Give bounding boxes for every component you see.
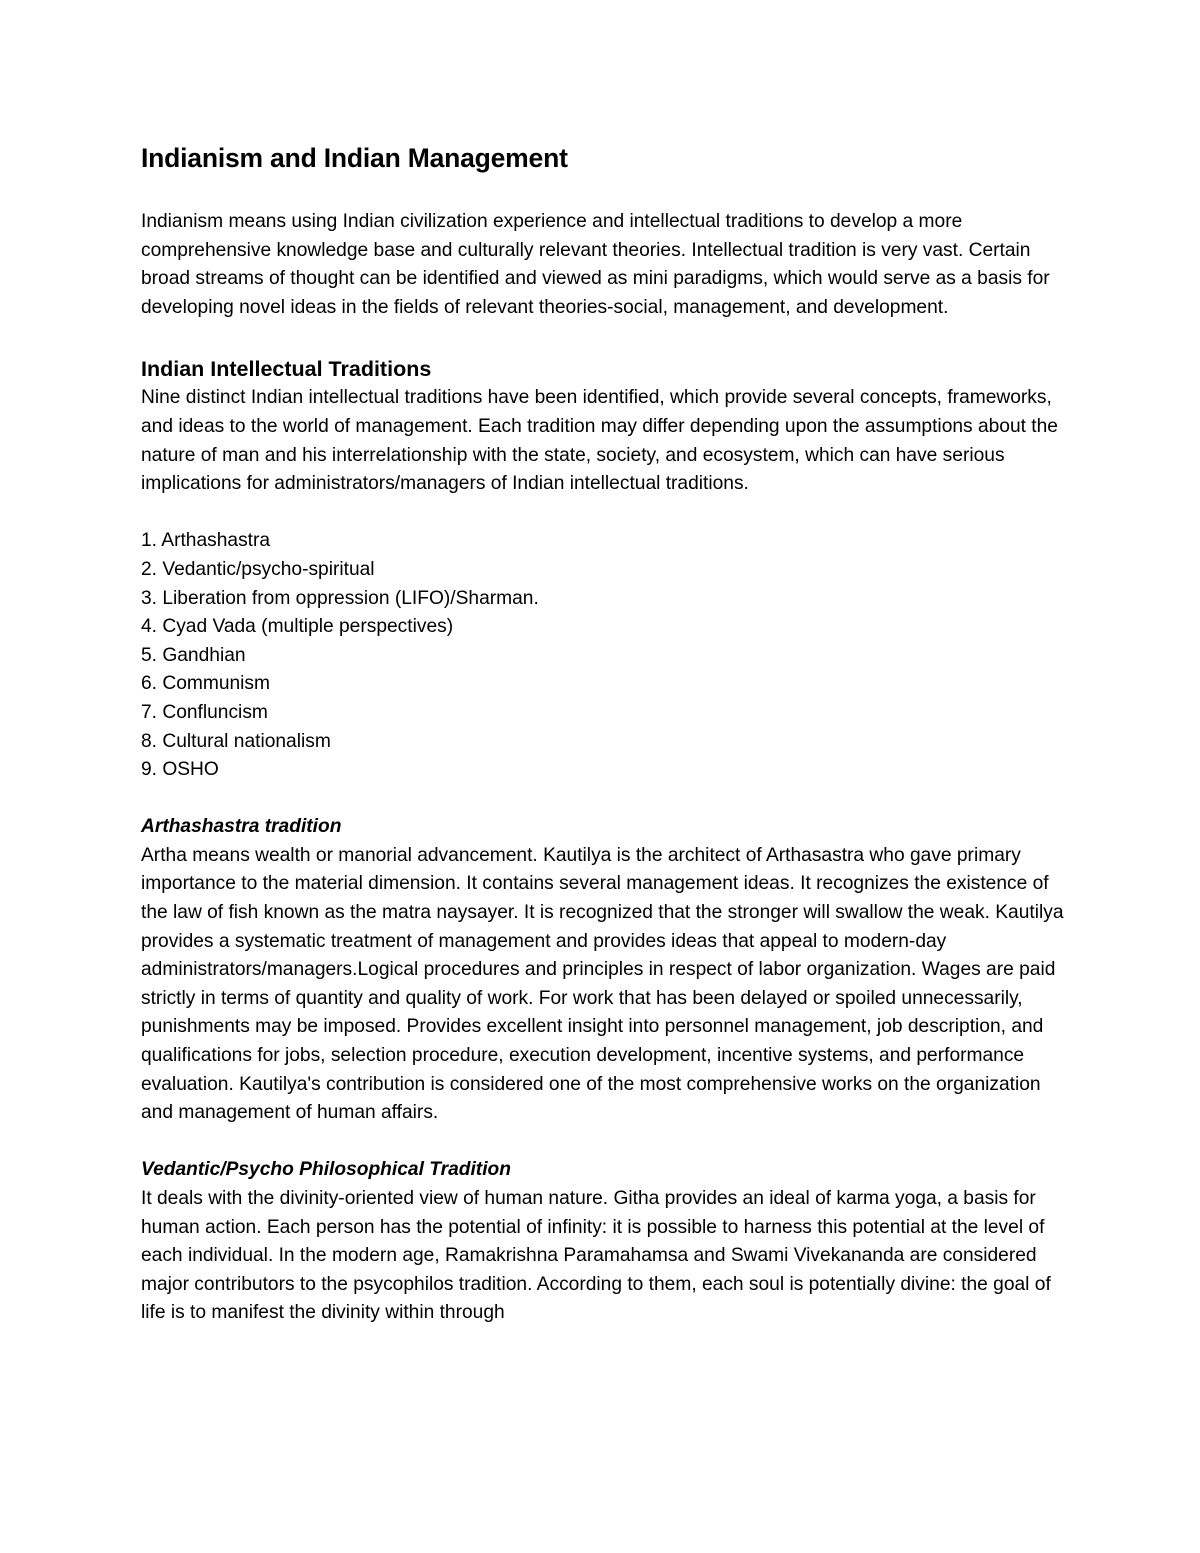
traditions-paragraph: Nine distinct Indian intellectual traditions have been identified, which provide several concepts, frameworks, and ideas to the world of management. Each tradition may differ depending upon the assumptions about the nature of man and his interrelationship with the state, society, and ecosystem, which can have serious implications for administrators/managers of Indian intellectual traditions. (141, 387, 1058, 495)
traditions-list (141, 527, 1071, 784)
intro-paragraph: Indianism means using Indian civilization experience and intellectual traditions to develop a more comprehensive knowledge base and culturally relevant theories. Intellectual tradition is very vast. Certain broad streams of thought can be identified and viewed as mini paradigms, which would serve as a basis for developing novel ideas in the fields of relevant theories-social, management, and development. (141, 211, 1050, 318)
list-item: 4. Cyad Vada (multiple perspectives) (141, 616, 454, 638)
vedantic-heading: Vedantic/Psycho Philosophical Tradition (141, 1159, 511, 1181)
list-item: 8. Cultural nationalism (141, 730, 331, 752)
list-item: 9. OSHO (141, 759, 219, 781)
list-item: 6. Communism (141, 673, 271, 695)
spacer (141, 785, 1071, 814)
document-title: Indianism and Indian Management (141, 143, 568, 173)
spacer (141, 1128, 1071, 1157)
vedantic-paragraph: It deals with the divinity-oriented view of human nature. Githa provides an ideal of karma yoga, a basis for human action. Each person has the potential of infinity: it is possible to harness this potential at the level of each individual. In the modern age, Ramakrishna Paramahamsa and Swami Vivekananda are considered major contributors to the psycophilos tradition. According to them, each soul is potentially divine: the goal of life is to manifest the divinity within through (141, 1188, 1051, 1324)
arthashastra-paragraph: Artha means wealth or manorial advancement. Kautilya is the architect of Arthasastra who gave primary importance to the material dimension. It contains several management ideas. It recognizes the existence of the law of fish known as the matra naysayer. It is recognized that the stronger will swallow the weak. Kautilya provides a systematic treatment of management and provides ideas that appeal to modern-day administrators/managers.Logical procedures and principles in respect of labor organization. Wages are paid strictly in terms of quantity and quality of work. For work that has been delayed or spoiled unnecessarily, punishments may be imposed. Provides excellent insight into personnel management, job description, and qualifications for jobs, selection procedure, execution development, incentive systems, and performance evaluation. Kautilya's contribution is considered one of the most comprehensive works on the organization and management of human affairs. (141, 844, 1064, 1124)
arthashastra-heading: Arthashastra tradition (141, 816, 342, 838)
document-page (141, 140, 1071, 1328)
list-item: 7. Confluncism (141, 701, 268, 723)
spacer (141, 499, 1071, 528)
list-item: 5. Gandhian (141, 644, 246, 666)
traditions-heading: Indian Intellectual Traditions (141, 357, 432, 382)
list-item: 2. Vedantic/psycho-spiritual (141, 558, 375, 580)
spacer (141, 322, 1071, 354)
list-item: 3. Liberation from oppression (LIFO)/Sharman. (141, 587, 539, 609)
list-item: 1. Arthashastra (141, 530, 271, 552)
